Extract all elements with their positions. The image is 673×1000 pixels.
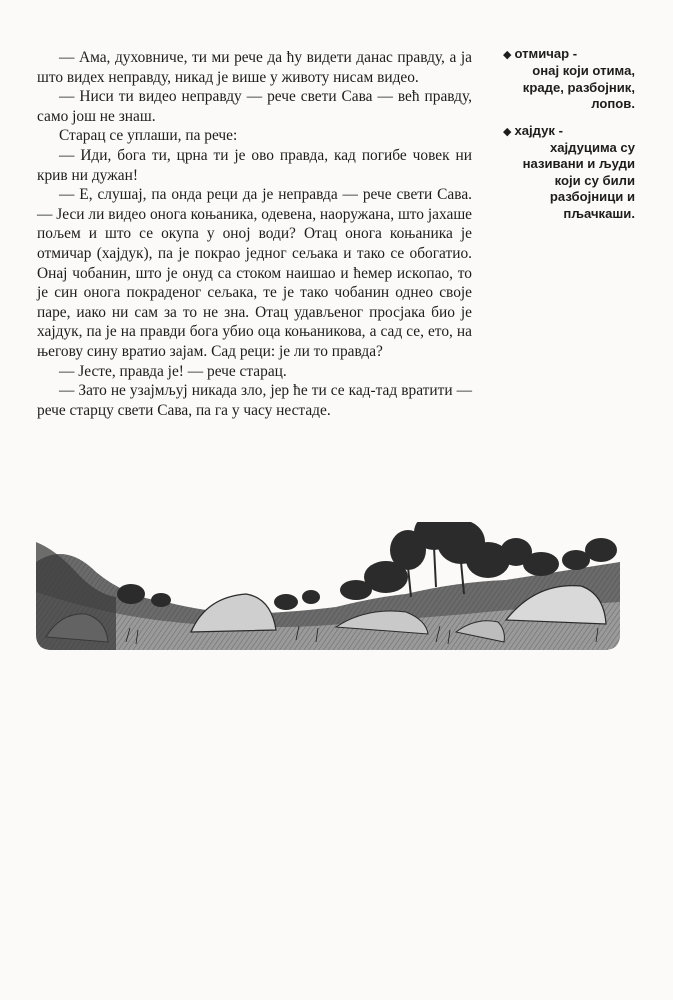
glossary-entry — [503, 123, 635, 222]
glossary-term: отмичар - — [514, 46, 578, 61]
glossary-definition: хајдуцима су називани и људи који су били разбојници и пљачкаши. — [522, 140, 635, 221]
landscape-illustration — [36, 502, 620, 650]
diamond-bullet-icon: ◆ — [503, 125, 512, 138]
paragraph: — Е, слушај, па онда реци да је неправда — рече свети Сава. — Јеси ли видео онога коњаника, одевена, наоружана, што јахаше пољем и што се окупа у оној води? Отац онога коњаника је отмичар (хајдук), па је покрао једног сељака и тако се обогатио. Онај чобанин, што је онуд са стоком наишао и ћемер ископао, то је син онога покраденог сељака, те је тако чобанин однео своје паре, иако ни сам за то не зна. Отац удављеног просјака био је хајдук, па је на правди бога убио оца коњаникова, а сад се, ето, на његову сину вратио зајам. Сад реци: је ли то правда? — [37, 186, 472, 360]
diamond-bullet-icon: ◆ — [503, 49, 512, 61]
glossary-definition: онај који отима, краде, разбојник, лопов. — [522, 63, 635, 112]
story-text — [37, 48, 472, 420]
paragraph: — Ниси ти видео неправду — рече свети Сава — већ правду, само још не знаш. — [37, 88, 472, 125]
paragraph: — Јесте, правда је! — рече старац. — [59, 362, 287, 380]
glossary-entry — [503, 46, 635, 113]
paragraph: Старац се уплаши, па рече: — [59, 127, 238, 145]
paragraph: — Иди, бога ти, црна ти је ово правда, кад погибе човек ни крив ни дужан! — [37, 146, 472, 184]
glossary-sidebar — [503, 46, 635, 232]
paragraph: — Ама, духовниче, ти ми рече да ћу видети данас правду, а ја што видех неправду, никад је више у животу нисам видео. — [37, 49, 472, 86]
paragraph: — Зато не узајмљуј никада зло, јер ће ти се кад-тад вратити — рече старцу свети Сава, па га у часу нестаде. — [37, 382, 472, 419]
glossary-term: хајдук - — [514, 122, 563, 138]
